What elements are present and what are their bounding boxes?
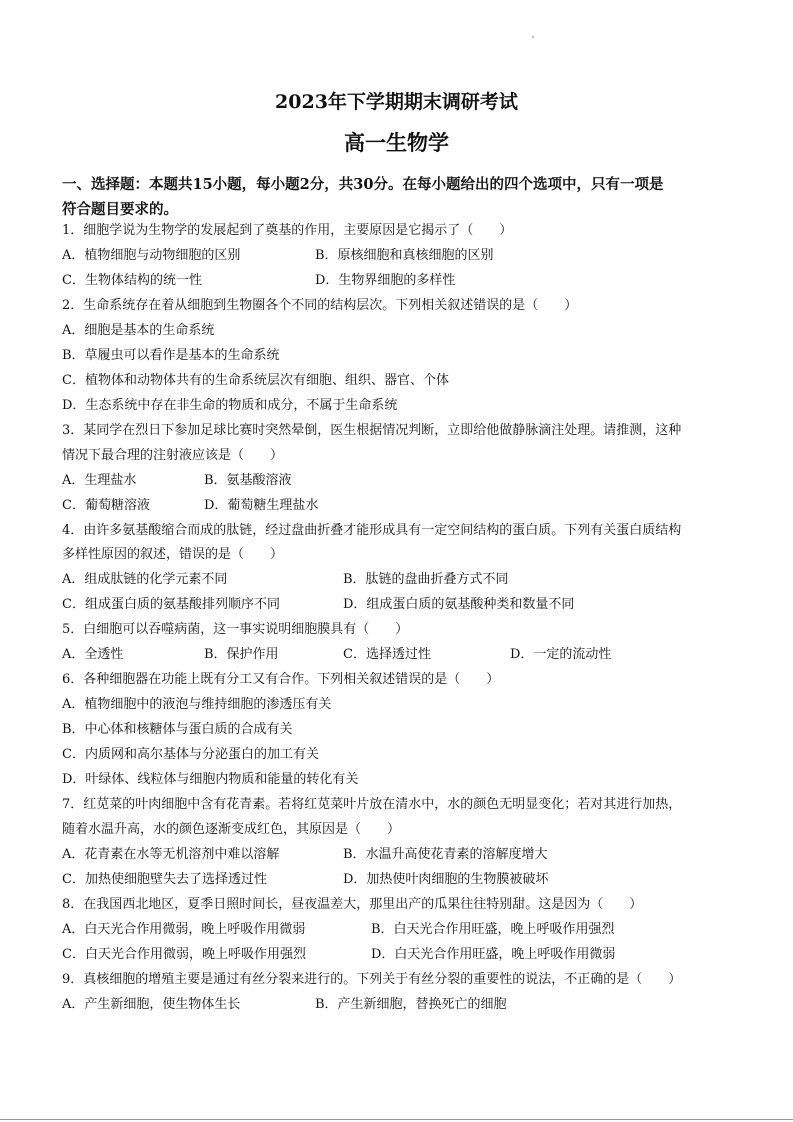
question-9-stem: 9．真核细胞的增殖主要是通过有丝分裂来进行的。下列关于有丝分裂的重要性的说法，不正确的是（ ） — [62, 972, 682, 987]
question-4-option-c: C．组成蛋白质的氨基酸排列顺序不同 — [62, 597, 280, 612]
question-6-option-a: A．植物细胞中的液泡与维持细胞的渗透压有关 — [62, 697, 332, 712]
question-1-option-c: C．生物体结构的统一性 — [62, 273, 202, 288]
question-1-option-d: D．生物界细胞的多样性 — [315, 273, 456, 288]
question-5-option-b: B．保护作用 — [204, 647, 279, 662]
scan-dot — [532, 36, 534, 38]
section-heading-line-2: 符合题目要求的。 — [62, 201, 178, 218]
question-1-option-a: A．植物细胞与动物细胞的区别 — [62, 248, 241, 263]
question-8-option-c: C．白天光合作用微弱，晚上呼吸作用强烈 — [62, 947, 306, 962]
question-8-option-d: D．白天光合作用旺盛，晚上呼吸作用微弱 — [371, 947, 616, 962]
question-6-option-d: D．叶绿体、线粒体与细胞内物质和能量的转化有关 — [62, 772, 359, 787]
question-9-option-a: A．产生新细胞，使生物体生长 — [62, 997, 241, 1012]
question-3-option-d: D．葡萄糖生理盐水 — [204, 498, 319, 513]
question-5-option-c: C．选择透过性 — [343, 647, 431, 662]
question-4-option-b: B．肽链的盘曲折叠方式不同 — [343, 572, 509, 587]
question-7-option-b: B．水温升高使花青素的溶解度增大 — [343, 847, 548, 862]
question-6-stem: 6．各种细胞器在功能上既有分工又有合作。下列相关叙述错误的是（ ） — [62, 672, 500, 687]
section-heading — [62, 172, 752, 222]
exam-title: 2023年下学期期末调研考试 — [275, 91, 518, 113]
question-5-option-a: A．全透性 — [62, 647, 124, 662]
question-3-option-c: C．葡萄糖溶液 — [62, 498, 150, 513]
question-7-stem-line-2: 随着水温升高，水的颜色逐渐变成红色，其原因是（ ） — [62, 822, 401, 837]
section-heading-line-1: 一、选择题：本题共15小题，每小题2分，共30分。在每小题给出的四个选项中，只有一项是 — [62, 176, 664, 193]
page-bottom-rule — [0, 1119, 793, 1120]
question-1-option-b: B．原核细胞和真核细胞的区别 — [315, 248, 494, 263]
question-1-stem: 1．细胞学说为生物学的发展起到了奠基的作用，主要原因是它揭示了（ ） — [62, 223, 513, 238]
question-3-option-b: B．氨基酸溶液 — [204, 473, 292, 488]
exam-subject: 高一生物学 — [344, 130, 449, 155]
question-6-option-b: B．中心体和核糖体与蛋白质的合成有关 — [62, 722, 293, 737]
question-7-option-a: A．花青素在水等无机溶剂中难以溶解 — [62, 847, 280, 862]
question-5-option-d: D．一定的流动性 — [510, 647, 612, 662]
question-8-stem: 8．在我国西北地区，夏季日照时间长，昼夜温差大，那里出产的瓜果往往特别甜。这是因为（ ） — [62, 897, 643, 912]
question-8-option-a: A．白天光合作用微弱，晚上呼吸作用微弱 — [62, 922, 306, 937]
question-2-option-a: A．细胞是基本的生命系统 — [62, 323, 215, 338]
question-5-stem: 5．白细胞可以吞噬病菌，这一事实说明细胞膜具有（ ） — [62, 622, 409, 637]
question-9-option-b: B．产生新细胞，替换死亡的细胞 — [315, 997, 507, 1012]
question-2-option-d: D．生态系统中存在非生命的物质和成分，不属于生命系统 — [62, 398, 398, 413]
question-4-stem-line-2: 多样性原因的叙述，错误的是（ ） — [62, 547, 284, 562]
question-7-option-c: C．加热使细胞壁失去了选择透过性 — [62, 872, 267, 887]
question-4-option-a: A．组成肽链的化学元素不同 — [62, 572, 228, 587]
question-3-stem-line-2: 情况下最合理的注射液应该是（ ） — [62, 448, 284, 463]
question-3-stem-line-1: 3．某同学在烈日下参加足球比赛时突然晕倒，医生根据情况判断，立即给他做静脉滴注处理。请推测，这种 — [62, 423, 682, 438]
question-7-stem-line-1: 7．红苋菜的叶肉细胞中含有花青素。若将红苋菜叶片放在清水中，水的颜色无明显变化；若对其进行加热， — [62, 797, 682, 812]
question-4-option-d: D．组成蛋白质的氨基酸种类和数量不同 — [343, 597, 575, 612]
question-7-option-d: D．加热使叶肉细胞的生物膜被破坏 — [343, 872, 549, 887]
question-3-option-a: A．生理盐水 — [62, 473, 137, 488]
question-2-option-b: B．草履虫可以看作是基本的生命系统 — [62, 348, 280, 363]
question-2-option-c: C．植物体和动物体共有的生命系统层次有细胞、组织、器官、个体 — [62, 373, 449, 388]
question-8-option-b: B．白天光合作用旺盛，晚上呼吸作用强烈 — [371, 922, 615, 937]
question-2-stem: 2．生命系统存在着从细胞到生物圈各个不同的结构层次。下列相关叙述错误的是（ ） — [62, 298, 578, 313]
question-6-option-c: C．内质网和高尔基体与分泌蛋白的加工有关 — [62, 747, 319, 762]
question-4-stem-line-1: 4．由许多氨基酸缩合而成的肽链，经过盘曲折叠才能形成具有一定空间结构的蛋白质。下列有关蛋白质结构 — [62, 523, 682, 538]
